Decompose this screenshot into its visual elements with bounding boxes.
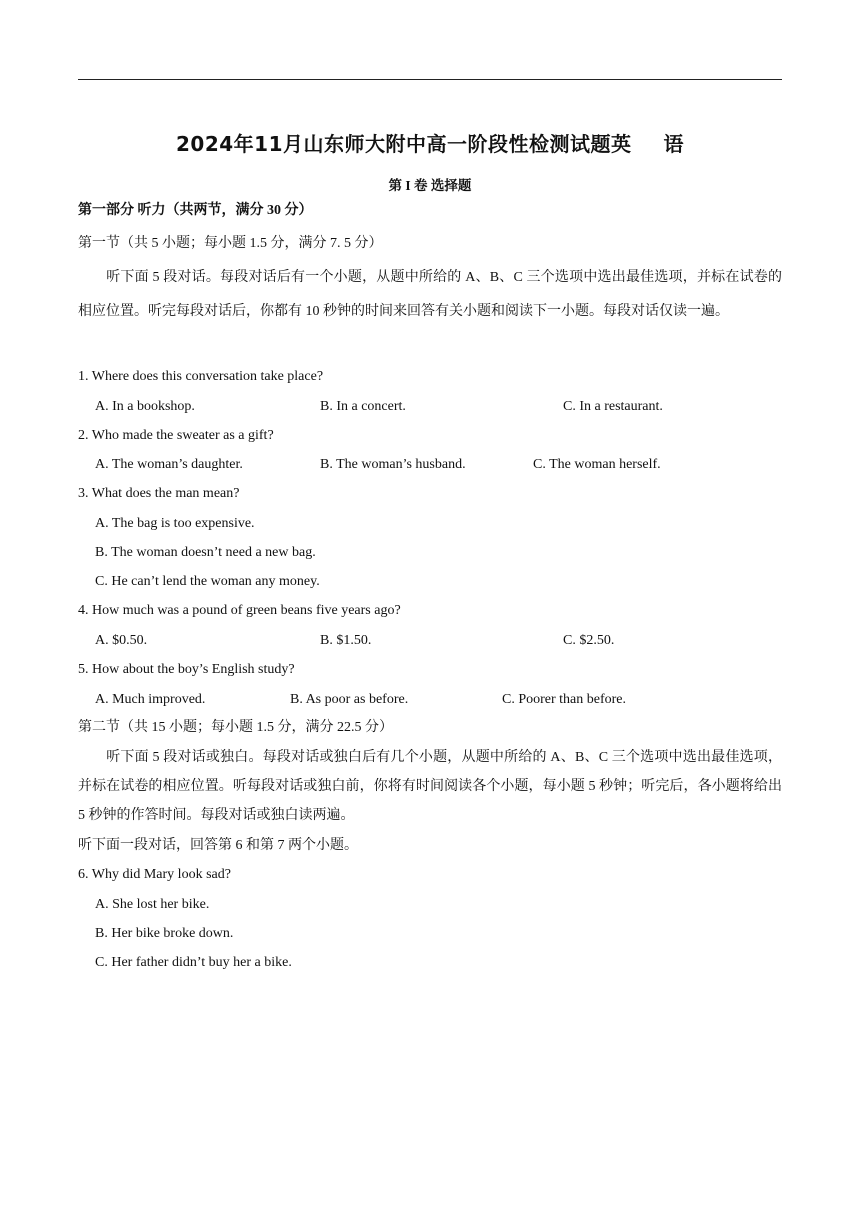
- q5-option-b: B. As poor as before.: [290, 692, 409, 707]
- section1-heading: 第一节（共 5 小题；每小题 1.5 分，满分 7. 5 分）: [78, 236, 383, 251]
- section1-instructions-text: 听下面 5 段对话。每段对话后有一个小题，从题中所给的 A、B、C 三个选项中选出最佳选项，并标在试卷的相应位置。听完每段对话后，你都有 10 秒钟的时间来回答有关小题和阅读下一小题。每段对话仅读一遍。: [78, 270, 782, 319]
- q1-option-b: B. In a concert.: [320, 399, 406, 414]
- q4-option-c: C. $2.50.: [563, 633, 615, 648]
- page-title: [0, 128, 860, 157]
- q1-option-c: C. In a restaurant.: [563, 399, 663, 414]
- q1-option-a: A. In a bookshop.: [95, 399, 195, 414]
- q6-option-a: A. She lost her bike.: [95, 897, 210, 912]
- header-rule: [78, 79, 782, 80]
- title-end: 语: [663, 132, 684, 156]
- q3-option-b: B. The woman doesn’t need a new bag.: [95, 545, 316, 560]
- q6-option-c: C. Her father didn’t buy her a bike.: [95, 955, 292, 970]
- section1-instructions: [78, 261, 782, 329]
- q4-option-b: B. $1.50.: [320, 633, 372, 648]
- section2-instructions: [78, 743, 782, 830]
- part1-heading: 第一部分 听力（共两节，满分 30 分）: [78, 203, 313, 218]
- question-5: 5. How about the boy’s English study?: [78, 662, 295, 677]
- title-main: 2024年11月山东师大附中高一阶段性检测试题英: [176, 132, 632, 156]
- section2-heading: 第二节（共 15 小题；每小题 1.5 分，满分 22.5 分）: [78, 720, 393, 735]
- q3-option-c: C. He can’t lend the woman any money.: [95, 574, 320, 589]
- question-6: 6. Why did Mary look sad?: [78, 867, 231, 882]
- section2-lead: 听下面一段对话，回答第 6 和第 7 两个小题。: [78, 838, 358, 853]
- q3-option-a: A. The bag is too expensive.: [95, 516, 255, 531]
- q5-option-a: A. Much improved.: [95, 692, 206, 707]
- q2-option-c: C. The woman herself.: [533, 457, 661, 472]
- volume-subtitle: 第 I 卷 选择题: [388, 178, 472, 193]
- question-1: 1. Where does this conversation take place?: [78, 369, 324, 384]
- question-2: 2. Who made the sweater as a gift?: [78, 428, 274, 443]
- question-4: 4. How much was a pound of green beans five years ago?: [78, 603, 401, 618]
- section2-instructions-text: 听下面 5 段对话或独白。每段对话或独白后有几个小题，从题中所给的 A、B、C 三个选项中选出最佳选项，并标在试卷的相应位置。听每段对话或独白前，你将有时间阅读各个小题，每小题 5 秒钟；听完后，各小题将给出 5 秒钟的作答时间。每段对话或独白读两遍。: [78, 750, 782, 823]
- q5-option-c: C. Poorer than before.: [502, 692, 627, 707]
- q4-option-a: A. $0.50.: [95, 633, 148, 648]
- q2-option-a: A. The woman’s daughter.: [95, 457, 243, 472]
- q2-option-b: B. The woman’s husband.: [320, 457, 466, 472]
- question-3: 3. What does the man mean?: [78, 486, 240, 501]
- q6-option-b: B. Her bike broke down.: [95, 926, 234, 941]
